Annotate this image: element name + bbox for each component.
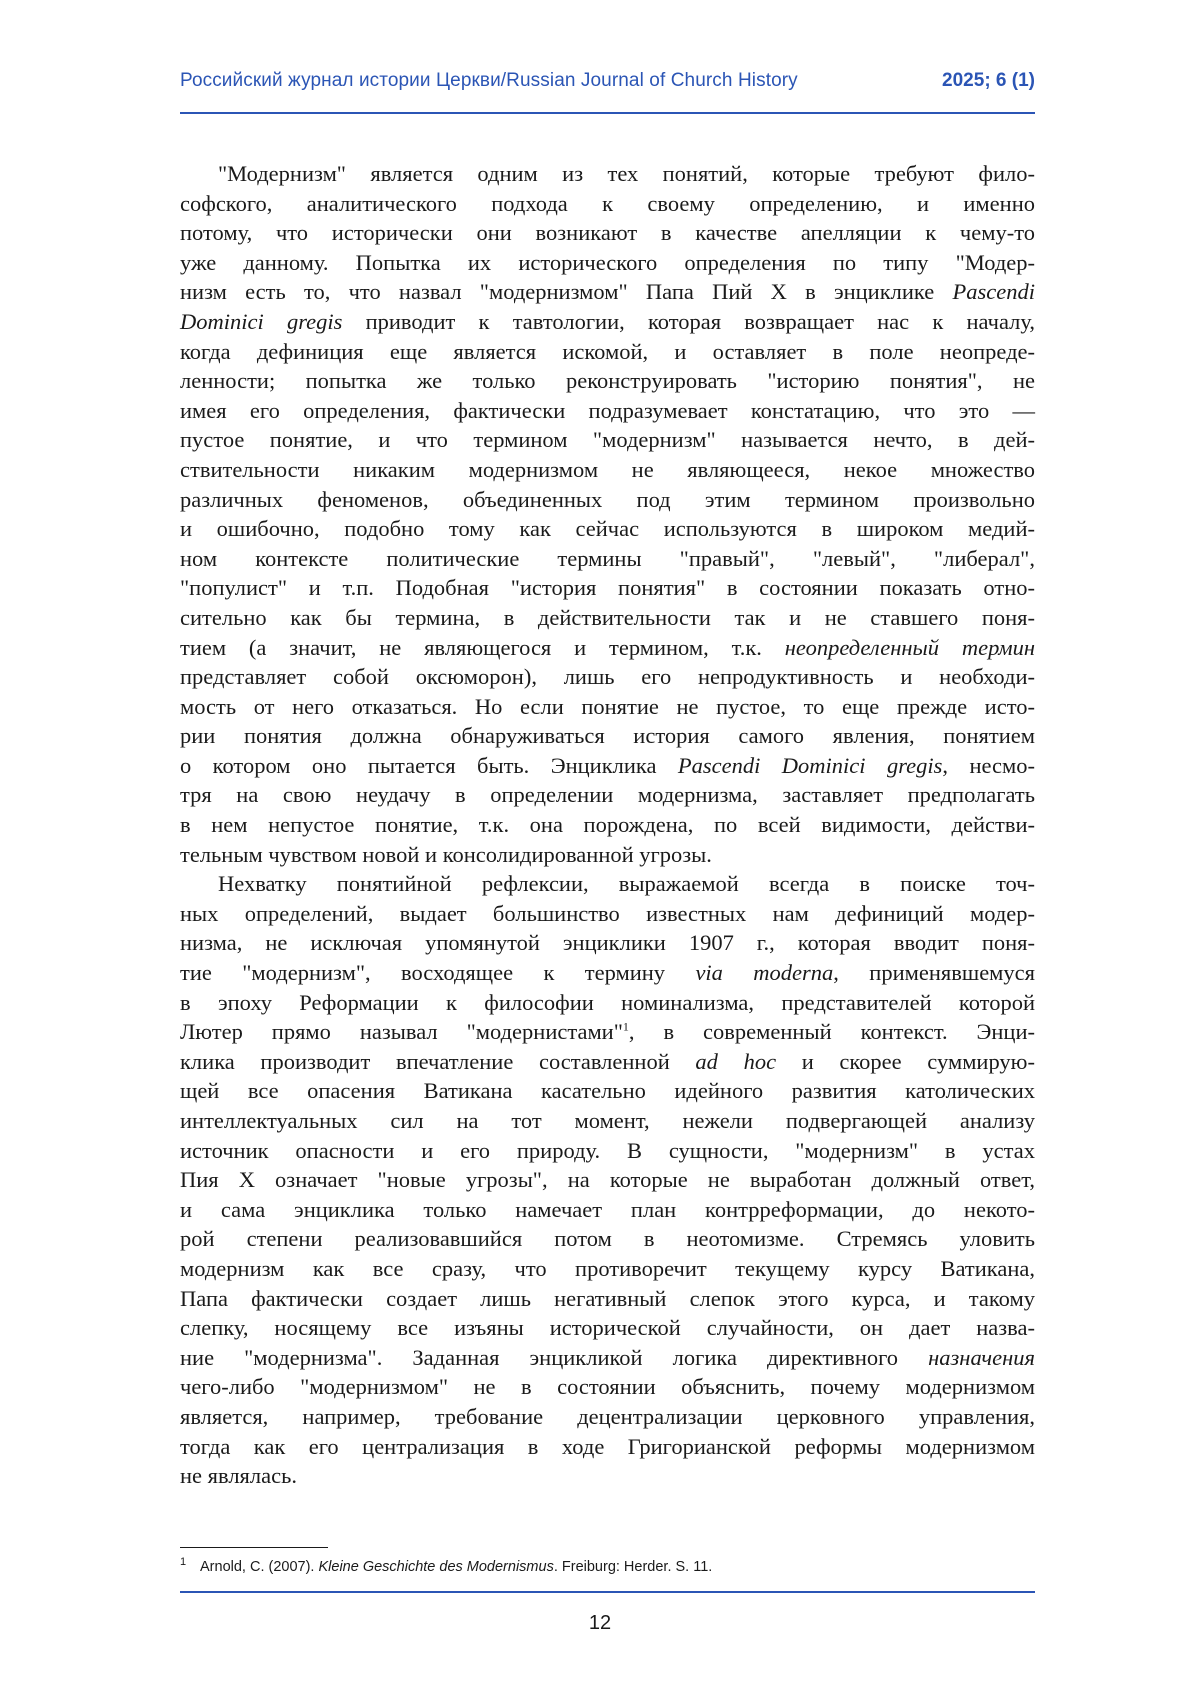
text-line: слепку, носящему все изъяны исторической случайности, он дает назва-	[180, 1315, 1035, 1341]
text-line: "Модернизм" является одним из тех понятий, которые требуют фило-	[218, 161, 1035, 186]
text-line: сительно как бы термина, в действительности так и не ставшего поня-	[180, 604, 1035, 630]
text-line: тря на свою неудачу в определении модернизма, заставляет предполагать	[180, 782, 1035, 808]
text-line: низма, не исключая упомянутой энциклики 1907 г., которая вводит поня-	[180, 930, 1035, 956]
text-line: представляет собой оксюморон), лишь его непродуктивность и необходи-	[180, 664, 1035, 690]
footer-rule	[180, 1591, 1035, 1593]
text-line: тогда как его централизация в ходе Григорианской реформы модернизмом	[180, 1433, 1035, 1459]
text-line: интеллектуальных сил на тот момент, нежели подвергающей анализу	[180, 1108, 1035, 1133]
text-line: ленности; попытка же только реконструировать "историю понятия", не	[180, 368, 1035, 394]
paragraph-1	[180, 159, 1035, 869]
text-line: и сама энциклика только намечает план контрреформации, до некото-	[180, 1196, 1035, 1222]
text-line: софского, аналитического подхода к своему определению, и именно	[180, 190, 1035, 216]
text-line: потому, что исторически они возникают в качестве апелляции к чему-то	[180, 220, 1035, 246]
text-line: тием (а значит, не являющегося и термином, т.к. неопределенный термин	[180, 634, 1036, 660]
text-line: является, например, требование децентрализации церковного управления,	[180, 1403, 1035, 1429]
text-line: имея его определения, фактически подразумевает констатацию, что это —	[180, 397, 1035, 423]
text-line: чего-либо "модернизмом" не в состоянии объяснить, почему модернизмом	[180, 1374, 1035, 1400]
text-line: уже данному. Попытка их исторического определения по типу "Модер-	[180, 249, 1035, 275]
text-line: рой степени реализовавшийся потом в неотомизме. Стремясь уловить	[180, 1226, 1035, 1252]
text-line: ние "модернизма". Заданная энцикликой логика директивного назначения	[180, 1344, 1035, 1370]
text-line: Пия Х означает "новые угрозы", на которые не выработан должный ответ,	[180, 1167, 1035, 1193]
footnote-ref[interactable]: 1	[622, 1019, 629, 1034]
text-line: когда дефиниция еще является искомой, и оставляет в поле неопреде-	[180, 338, 1035, 364]
journal-title: Российский журнал истории Церкви/Russian Journal of Church History	[180, 70, 798, 91]
issue-number: 2025; 6 (1)	[942, 70, 1035, 91]
header-rule	[180, 112, 1035, 114]
text-line: "популист" и т.п. Подобная "история понятия" в состоянии показать отно-	[180, 575, 1035, 601]
text-line: тельным чувством новой и консолидированной угрозы.	[180, 841, 712, 867]
article-body	[180, 159, 1035, 1491]
text-line: Папа фактически создает лишь негативный слепок этого курса, и такому	[180, 1285, 1035, 1311]
text-line: пустое понятие, и что термином "модернизм" называется нечто, в дей-	[180, 427, 1035, 453]
text-line: низм есть то, что назвал "модернизмом" Папа Пий Х в энциклике Pascendi	[180, 279, 1035, 305]
paragraph-2	[180, 869, 1035, 1490]
text-line: Нехватку понятийной рефлексии, выражаемой всегда в поиске точ-	[218, 871, 1035, 897]
text-line: ном контексте политические термины "правый", "левый", "либерал",	[180, 545, 1035, 571]
text-line: мость от него отказаться. Но если понятие не пустое, то еще прежде исто-	[180, 693, 1035, 719]
text-line: и ошибочно, подобно тому как сейчас используются в широком медий-	[180, 516, 1035, 542]
footnote-text: Arnold, C. (2007). Kleine Geschichte des Modernismus. Freiburg: Herder. S. 11.	[200, 1559, 713, 1575]
page-number: 12	[588, 1612, 612, 1634]
text-line: щей все опасения Ватикана касательно идейного развития католических	[180, 1078, 1035, 1104]
footnote-separator	[180, 1547, 328, 1548]
text-line: модернизм как все сразу, что противоречит текущему курсу Ватикана,	[180, 1255, 1035, 1281]
text-line: рии понятия должна обнаруживаться история самого явления, понятием	[180, 723, 1035, 749]
text-line: Лютер прямо называл "модернистами"$^1$, в современный контекст. Энци-	[180, 1019, 1036, 1045]
text-line: в нем непустое понятие, т.к. она порождена, по всей видимости, действи-	[180, 812, 1035, 838]
text-line: о котором оно пытается быть. Энциклика Pascendi Dominici gregis, несмо-	[180, 752, 1035, 778]
text-line: клика производит впечатление составленной ad hoc и скорее суммирую-	[180, 1048, 1035, 1074]
text-line: различных феноменов, объединенных под этим термином произвольно	[180, 486, 1035, 512]
running-header	[180, 70, 1035, 92]
text-line: ствительности никаким модернизмом не являющееся, некое множество	[180, 456, 1035, 482]
text-line: в эпоху Реформации к философии номинализма, представителей которой	[180, 989, 1035, 1015]
footnote: 1 Arnold, C. (2007). Kleine Geschichte des Modernismus. Freiburg: Herder. S. 11.	[180, 1556, 713, 1575]
text-line: источник опасности и его природу. В сущности, "модернизм" в устах	[180, 1137, 1035, 1163]
text-line: не являлась.	[180, 1463, 297, 1489]
text-line: тие "модернизм", восходящее к термину via moderna, применявшемуся	[180, 960, 1036, 986]
text-line: Dominici gregis приводит к тавтологии, которая возвращает нас к началу,	[180, 308, 1035, 334]
text-line: ных определений, выдает большинство известных нам дефиниций модер-	[180, 900, 1035, 926]
